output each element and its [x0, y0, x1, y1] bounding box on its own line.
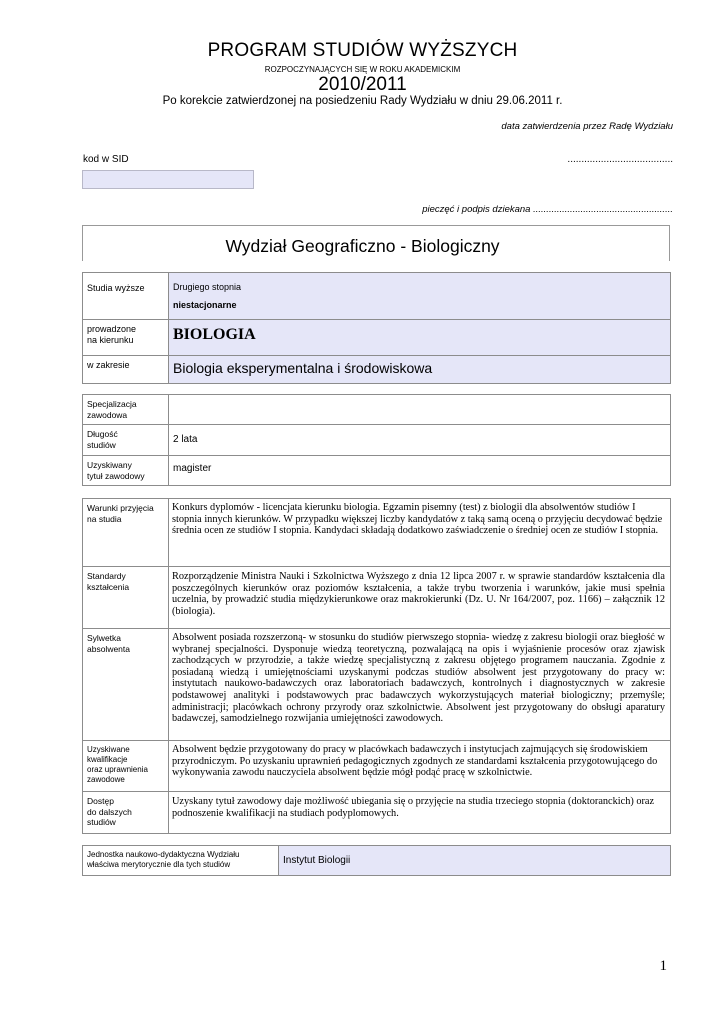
duration-label	[83, 425, 169, 456]
further-study-label-line: Dostęp	[87, 796, 114, 806]
scope-value: Biologia eksperymentalna i środowiskowa	[173, 360, 433, 376]
approval-date-label: data zatwierdzenia przez Radę Wydziału	[501, 121, 673, 132]
duration-label-line: studiów	[87, 439, 116, 450]
profile-cell	[169, 629, 671, 741]
qualifications-label	[83, 741, 169, 792]
further-study-label-line: studiów	[87, 817, 116, 827]
specialization-cell	[169, 395, 671, 425]
field-label-line: prowadzone	[87, 324, 137, 334]
admission-label	[83, 499, 169, 567]
specialization-label-line: zawodowa	[87, 409, 128, 420]
degree-cell	[169, 456, 671, 486]
table-row	[83, 356, 671, 384]
admission-cell	[169, 499, 671, 567]
table-row	[83, 629, 671, 741]
table-row	[83, 456, 671, 486]
admission-label-line: Warunki przyjęcia	[87, 503, 154, 513]
profile-label-line: absolwenta	[87, 643, 131, 654]
further-study-cell	[169, 792, 671, 834]
sid-code-field[interactable]	[82, 170, 254, 189]
standards-cell	[169, 567, 671, 629]
table-row	[83, 567, 671, 629]
duration-cell	[169, 425, 671, 456]
qualifications-label-line: Uzyskiwane	[87, 745, 130, 754]
program-sections-table	[82, 498, 671, 834]
table-row	[83, 395, 671, 425]
unit-label-line: właściwa merytorycznie dla tych studiów	[87, 860, 231, 869]
degree-label	[83, 456, 169, 486]
specialization-value	[169, 395, 670, 403]
degree-label-line: Uzyskiwany	[87, 460, 132, 470]
faculty-title: Wydział Geograficzno - Biologiczny	[225, 236, 500, 256]
qualifications-label-line: zawodowe	[87, 775, 125, 784]
table-row	[83, 792, 671, 834]
details-table	[82, 394, 671, 486]
scope-cell	[169, 356, 671, 384]
studies-mode-value: niestacjonarne	[173, 300, 237, 310]
studies-level-value: Drugiego stopnia	[173, 282, 242, 292]
unit-cell	[279, 846, 671, 876]
sid-code-dots: ......................................	[567, 154, 673, 165]
degree-value: magister	[173, 463, 212, 474]
standards-label-line: Standardy	[87, 571, 126, 581]
scope-label-text: w zakresie	[87, 360, 130, 370]
qualifications-label-line: oraz uprawnienia	[87, 765, 148, 774]
further-study-label-line: do dalszych	[87, 806, 132, 817]
table-row	[83, 499, 671, 567]
table-row	[83, 741, 671, 792]
table-row	[83, 320, 671, 356]
page-number: 1	[659, 958, 667, 974]
table-row	[83, 273, 671, 320]
studies-table	[82, 272, 671, 384]
field-label-line: na kierunku	[87, 334, 134, 345]
studies-level-label-text: Studia wyższe	[87, 283, 145, 293]
qualifications-text: Absolwent będzie przygotowany do pracy w placówkach badawczych i instytucjach zajmujących się środowiskiem przyrodniczym. Po uzyskaniu uprawnień pedagogicznych zgodnych ze standardami kształcenia przygotowującego do wykonywania zawodu nauczyciela absolwent będzie mógł podąć pracę w szkolnictwie.	[172, 744, 658, 779]
unit-label	[83, 846, 279, 876]
correction-note: Po korekcie zatwierdzonej na posiedzeniu Rady Wydziału w dniu 29.06.2011 r.	[162, 95, 563, 107]
specialization-label	[83, 395, 169, 425]
profile-label	[83, 629, 169, 741]
degree-label-line: tytuł zawodowy	[87, 470, 145, 481]
duration-label-line: Długość	[87, 429, 118, 439]
profile-text: Absolwent posiada rozszerzoną- w stosunku do studiów pierwszego stopnia- wiedzę z zakresu biologii oraz biegłość w wybranej specjalności. Dysponuje wiedzą teoretyczną, pozwalającą na opis i wyjaśnienie procesów oraz zjawisk zachodzących w przyrodzie, a także wiedzę specjalistyczną z zakresu objętego programem nauczania. Zgodnie z posiadaną wiedzą i umiejętnościami uzyskanymi podczas studiów absolwent jest przygotowany do pracy w: instytutach naukowo-badawczych oraz laboratoriach badawczych, kontrolnych i diagnostycznych w zakresie podstawowej analityki i podstawowych prac badawczych wykorzystujących materiał biologiczny; przemyśle; administracji; placówkach ochrony przyrody oraz szkolnictwie. Absolwent jest przygotowany do obsługi aparatury badawczej, samodzielnego rozwijania umiejętności zawodowych.	[172, 632, 665, 725]
unit-value: Instytut Biologii	[283, 855, 351, 866]
field-value: BIOLOGIA	[173, 326, 256, 343]
further-study-text: Uzyskany tytuł zawodowy daje możliwość ubiegania się o przyjęcie na studia trzeciego stopnia (doktoranckich) oraz podnoszenie kwalifikacji na studiach podyplomowych.	[172, 796, 655, 819]
sid-code-label: kod w SID	[83, 154, 129, 165]
standards-label-line: kształcenia	[87, 581, 130, 592]
table-row	[83, 425, 671, 456]
standards-text: Rozporządzenie Ministra Nauki i Szkolnictwa Wyższego z dnia 12 lipca 2007 r. w sprawie standardów kształcenia dla poszczególnych kierunków oraz poziomów kształcenia, a także trybu tworzenia i warunków, jakie musi spełnia uczelnia, by prowadzić studia międzykierunkowe oraz makrokierunki (Dz. U. Nr 164/2007, poz. 1166) – załącznik 12 (biologia).	[172, 571, 665, 617]
specialization-label-line: Specjalizacja	[87, 399, 137, 409]
field-cell	[169, 320, 671, 356]
studies-level-label	[83, 273, 169, 320]
admission-text: Konkurs dyplomów - licencjata kierunku biologia. Egzamin pisemny (test) z biologii dla absolwentów studiów I stopnia innych kierunków. W przypadku większej liczby kandydatów z taką samą oceną o przyjęciu decydować będzie średnia ocen ze studiów I stopnia. Kandydaci składają dodatkowo zaświadczenie o średniej ocen ze studiów I stopnia.	[172, 502, 663, 537]
standards-label	[83, 567, 169, 629]
academic-year: 2010/2011	[318, 74, 407, 95]
page-title: PROGRAM STUDIÓW WYŻSZYCH	[207, 40, 518, 61]
duration-value: 2 lata	[173, 434, 198, 445]
page-subtitle: ROZPOCZYNAJĄCYCH SIĘ W ROKU AKADEMICKIM	[264, 65, 461, 74]
qualifications-label-line: kwalifikacje	[87, 755, 128, 764]
studies-level-cell	[169, 273, 671, 320]
unit-table	[82, 845, 671, 876]
dean-stamp-label: pieczęć i podpis dziekana .....................................................	[422, 204, 673, 215]
field-label	[83, 320, 169, 356]
profile-label-line: Sylwetka	[87, 633, 122, 643]
table-row	[83, 846, 671, 876]
further-study-label	[83, 792, 169, 834]
unit-label-line: Jednostka naukowo-dydaktyczna Wydziału	[87, 850, 240, 859]
admission-label-line: na studia	[87, 513, 122, 524]
qualifications-cell	[169, 741, 671, 792]
scope-label	[83, 356, 169, 384]
